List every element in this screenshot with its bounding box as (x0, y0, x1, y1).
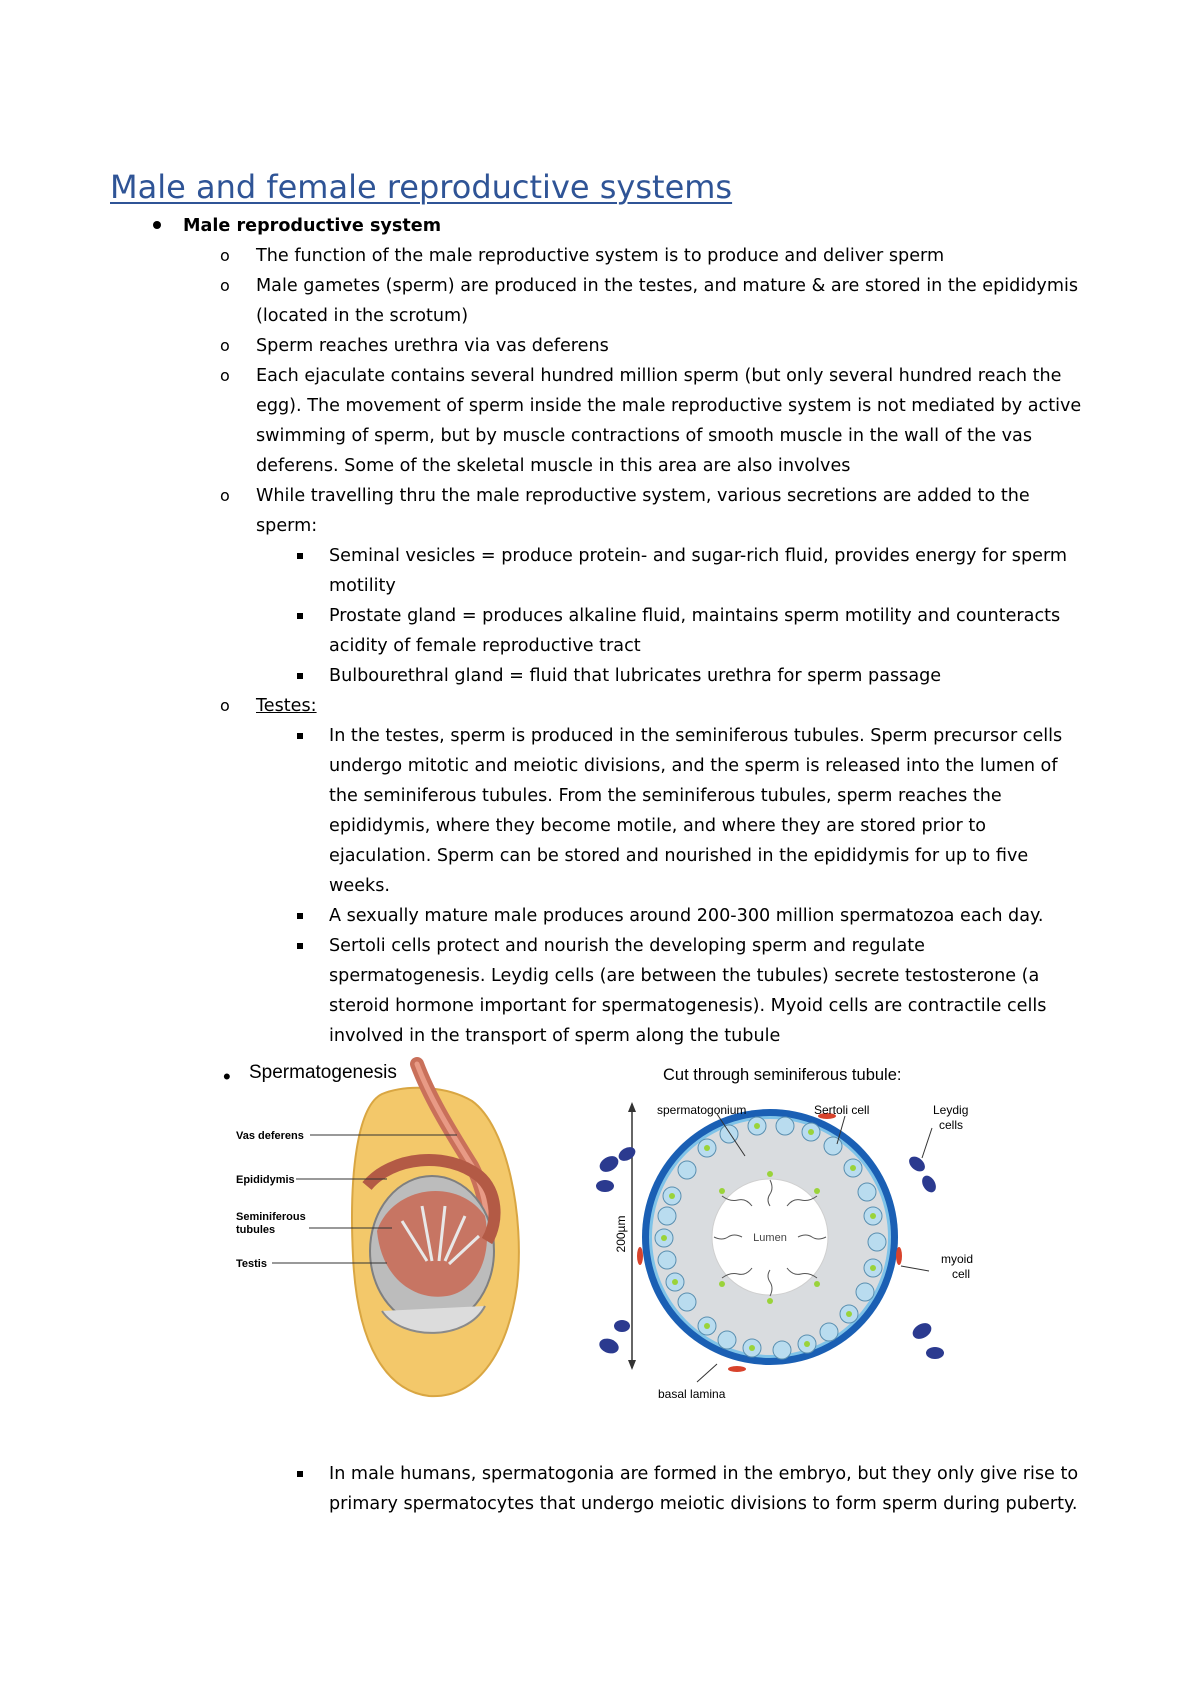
text-line: While travelling thru the male reproductive system, various secretions are added to the (256, 486, 1030, 506)
label-spermatogonium: spermatogonium (657, 1103, 747, 1117)
bullet-o: o (220, 246, 230, 265)
bullet-o: o (220, 486, 230, 505)
text-line: Bulbourethral gland = fluid that lubricates urethra for sperm passage (329, 666, 942, 686)
bullet-square (297, 943, 303, 949)
text-line: sperm: (256, 516, 318, 536)
text-line: swimming of sperm, but by muscle contractions of smooth muscle in the wall of the vas (256, 426, 1032, 446)
text-line: Sperm reaches urethra via vas deferens (256, 336, 609, 356)
bullet-square (297, 673, 303, 679)
label-leader (922, 1128, 932, 1158)
tubule-cross-section (596, 1102, 973, 1401)
text-line: ejaculation. Sperm can be stored and nourished in the epididymis for up to five (329, 846, 1029, 866)
bullet-square (297, 1471, 303, 1477)
label-leader (901, 1266, 929, 1271)
text-line: the seminiferous tubules. From the seminiferous tubules, sperm reaches the (329, 786, 1002, 806)
figure-subheading: Cut through seminiferous tubule: (663, 1066, 902, 1084)
bullet-square (297, 553, 303, 559)
scale-label: 200µm (614, 1215, 628, 1253)
bullet-dot: • (223, 1064, 231, 1089)
text-line: In male humans, spermatogonia are formed in the embryo, but they only give rise to (329, 1464, 1079, 1484)
bullet-o: o (220, 366, 230, 385)
text-line: undergo mitotic and meiotic divisions, and the sperm is released into the lumen of (329, 756, 1058, 776)
text-line: A sexually mature male produces around 200-300 million spermatozoa each day. (329, 906, 1044, 926)
text-line: Male gametes (sperm) are produced in the testes, and mature & are stored in the epididymis (256, 276, 1079, 296)
text-line: acidity of female reproductive tract (329, 636, 641, 656)
label-cell: cell (952, 1267, 971, 1281)
text-line: egg). The movement of sperm inside the male reproductive system is not mediated by active (256, 396, 1082, 416)
label-leader (697, 1364, 717, 1382)
page-title: Male and female reproductive systems (110, 168, 733, 206)
bullet-o: o (220, 336, 230, 355)
section-heading-male: Male reproductive system (183, 216, 442, 236)
text-line: Seminal vesicles = produce protein- and sugar-rich fluid, provides energy for sperm (329, 546, 1068, 566)
text-line: The function of the male reproductive system is to produce and deliver sperm (256, 246, 945, 266)
label-basal-lamina: basal lamina (658, 1387, 726, 1401)
text-line: epididymis, where they become motile, and where they are stored prior to (329, 816, 987, 836)
bullet-square (297, 913, 303, 919)
spermatogenesis-figure (217, 1056, 987, 1441)
text-line: In the testes, sperm is produced in the seminiferous tubules. Sperm precursor cells (329, 726, 1063, 746)
text-line: steroid hormone important for spermatogenesis). Myoid cells are contractile cells (329, 996, 1047, 1016)
label-leydig: Leydig (933, 1103, 969, 1117)
bullet-o: o (220, 276, 230, 295)
bullet-square (297, 613, 303, 619)
text-line: Sertoli cells protect and nourish the developing sperm and regulate (329, 936, 925, 956)
text-line: primary spermatocytes that undergo meiotic divisions to form sperm during puberty. (329, 1494, 1078, 1514)
text-line: Prostate gland = produces alkaline fluid, maintains sperm motility and counteracts (329, 606, 1061, 626)
text-line: Each ejaculate contains several hundred million sperm (but only several hundred reach the (256, 366, 1062, 386)
text-line: spermatogenesis. Leydig cells (are between the tubules) secrete testosterone (a (329, 966, 1040, 986)
label-seminiferous: Seminiferous (236, 1211, 306, 1223)
text-line: involved in the transport of sperm along the tubule (329, 1026, 781, 1046)
label-testis: Testis (236, 1258, 267, 1270)
bullet-disc (153, 221, 161, 229)
label-tubules: tubules (236, 1224, 276, 1236)
bullet-o: o (220, 696, 230, 715)
text-line: weeks. (329, 876, 390, 896)
subheading-testes: Testes: (256, 696, 317, 716)
text-line: motility (329, 576, 396, 596)
label-vas-deferens: Vas deferens (236, 1130, 304, 1142)
label-cells: cells (939, 1118, 964, 1132)
label-epididymis: Epididymis (236, 1174, 295, 1186)
figure-illustration (217, 1056, 987, 1441)
bullet-square (297, 733, 303, 739)
label-lumen: Lumen (753, 1232, 787, 1244)
label-sertoli-cell: Sertoli cell (814, 1103, 870, 1117)
figure-heading: Spermatogenesis (249, 1062, 397, 1083)
text-line: (located in the scrotum) (256, 306, 469, 326)
text-line: deferens. Some of the skeletal muscle in this area are also involves (256, 456, 851, 476)
label-myoid: myoid (941, 1252, 974, 1266)
testis-diagram (236, 1064, 519, 1396)
